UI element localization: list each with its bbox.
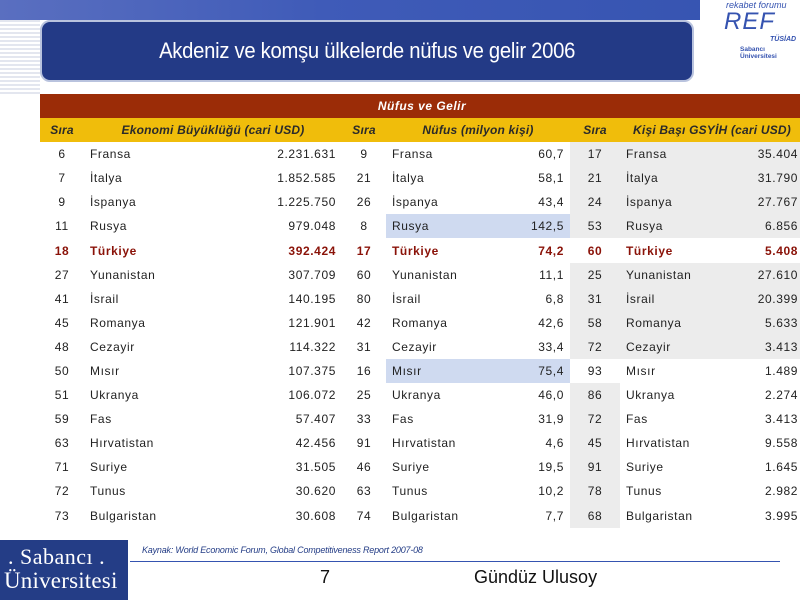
- per-capita-value-cell: 6.856: [710, 214, 800, 238]
- gdp-rank-cell: 50: [54, 363, 70, 378]
- gdp-value-cell: 31.505: [295, 460, 336, 475]
- gdp-value-cell: 1.852.585: [277, 171, 336, 186]
- title-box: [40, 20, 694, 82]
- per-capita-rank-cell: 91: [570, 455, 620, 479]
- population-rank-cell: 21: [356, 171, 372, 186]
- population-value-cell: 7,7: [545, 508, 564, 523]
- population-value-cell: 11,1: [539, 267, 564, 282]
- author-name: Gündüz Ulusoy: [474, 567, 598, 587]
- source-note: Kaynak: World Economic Forum, Global Competitiveness Report 2007-08: [142, 545, 423, 555]
- gdp-rank-cell: 7: [58, 171, 66, 186]
- population-value-cell: 6,8: [545, 291, 564, 306]
- per-capita-value-cell: 2.274: [765, 388, 799, 403]
- gdp-value-cell: 106.072: [288, 388, 336, 403]
- population-value-cell: 19,5: [538, 460, 564, 475]
- table-main-header-row: [40, 94, 800, 118]
- gdp-value-cell: 57.407: [295, 412, 336, 427]
- ref-logo-main-text: REF: [724, 8, 775, 35]
- gdp-rank-cell: 48: [54, 339, 70, 354]
- per-capita-rank-cell: 45: [570, 431, 620, 455]
- gdp-value-cell: 979.048: [288, 219, 336, 234]
- per-capita-country-cell: İsrail: [620, 287, 710, 311]
- per-capita-country-cell: Hırvatistan: [626, 436, 690, 451]
- population-country-cell: Romanya: [392, 315, 448, 330]
- column-header-rank-gdp: Sıra: [40, 118, 84, 142]
- per-capita-value-cell: 1.489: [765, 363, 799, 378]
- gdp-country-cell: Romanya: [90, 315, 146, 330]
- population-rank-cell: 31: [356, 339, 372, 354]
- population-value-cell: 58,1: [538, 171, 564, 186]
- per-capita-rank-cell: 72: [570, 335, 620, 359]
- table-row: [40, 407, 800, 431]
- per-capita-rank-cell: 31: [570, 287, 620, 311]
- population-rank-cell: 80: [356, 291, 372, 306]
- per-capita-rank-cell: 24: [570, 190, 620, 214]
- gdp-country-cell: Ukranya: [90, 388, 139, 403]
- population-value-cell: 75,4: [486, 359, 570, 383]
- table-row: [40, 335, 800, 359]
- gdp-rank-cell: 72: [54, 484, 70, 499]
- table-row: [40, 214, 800, 238]
- per-capita-value-cell: 5.408: [765, 243, 799, 258]
- gdp-rank-cell: 59: [54, 412, 70, 427]
- gdp-value-cell: 107.375: [288, 363, 336, 378]
- population-rank-cell: 60: [356, 267, 372, 282]
- gdp-country-cell: Yunanistan: [90, 267, 156, 282]
- column-header-population: Nüfus (milyon kişi): [386, 118, 570, 142]
- per-capita-value-cell: 3.995: [765, 508, 799, 523]
- column-header-per-capita: Kişi Başı GSYİH (cari USD): [620, 118, 800, 142]
- population-country-cell: Mısır: [386, 359, 486, 383]
- per-capita-rank-cell: 72: [570, 407, 620, 431]
- population-income-table: [40, 94, 800, 528]
- gdp-value-cell: 392.424: [288, 243, 336, 258]
- table-row: [40, 238, 800, 262]
- population-country-cell: Ukranya: [392, 388, 441, 403]
- population-country-cell: İspanya: [392, 195, 439, 210]
- per-capita-country-cell: Cezayir: [620, 335, 710, 359]
- per-capita-value-cell: 20.399: [710, 287, 800, 311]
- gdp-country-cell: Fas: [90, 412, 112, 427]
- table-main-header: Nüfus ve Gelir: [40, 94, 800, 118]
- decorative-stripes: [0, 20, 40, 94]
- population-rank-cell: 16: [356, 363, 372, 378]
- gdp-rank-cell: 18: [54, 243, 70, 258]
- population-value-cell: 74,2: [538, 243, 564, 258]
- slide-title: Akdeniz ve komşu ülkelerde nüfus ve gelir 2006: [159, 38, 575, 63]
- ref-logo-sub-text: TÜSİAD: [770, 36, 797, 43]
- page-number: 7: [320, 567, 331, 587]
- gdp-rank-cell: 9: [58, 195, 66, 210]
- table-row: [40, 311, 800, 335]
- gdp-country-cell: Bulgaristan: [90, 508, 157, 523]
- population-rank-cell: 46: [356, 460, 372, 475]
- gdp-rank-cell: 71: [54, 460, 70, 475]
- per-capita-rank-cell: 21: [570, 166, 620, 190]
- sabanci-university-logo: [0, 540, 128, 600]
- per-capita-rank-cell: 68: [570, 504, 620, 528]
- table-row: [40, 455, 800, 479]
- per-capita-value-cell: 2.982: [765, 484, 799, 499]
- population-country-cell: Hırvatistan: [392, 436, 456, 451]
- footer-divider: [130, 561, 780, 562]
- population-value-cell: 43,4: [538, 195, 564, 210]
- gdp-country-cell: İsrail: [90, 291, 119, 306]
- population-value-cell: 46,0: [538, 388, 564, 403]
- column-header-rank-per-capita: Sıra: [570, 118, 620, 142]
- gdp-rank-cell: 73: [54, 508, 70, 523]
- population-value-cell: 31,9: [538, 412, 564, 427]
- gdp-value-cell: 1.225.750: [277, 195, 336, 210]
- gdp-value-cell: 2.231.631: [277, 147, 336, 162]
- gdp-country-cell: Fransa: [90, 147, 131, 162]
- gdp-value-cell: 114.322: [289, 339, 336, 354]
- population-country-cell: İtalya: [392, 171, 425, 186]
- logo-line-2: Üniversitesi: [4, 568, 118, 593]
- table-row: [40, 142, 800, 166]
- per-capita-country-cell: Ukranya: [626, 388, 675, 403]
- gdp-value-cell: 121.901: [288, 315, 336, 330]
- per-capita-value-cell: 3.413: [710, 335, 800, 359]
- population-rank-cell: 42: [356, 315, 372, 330]
- per-capita-value-cell: 27.767: [710, 190, 800, 214]
- per-capita-value-cell: 35.404: [710, 142, 800, 166]
- gdp-rank-cell: 6: [58, 147, 66, 162]
- per-capita-rank-cell: 25: [570, 263, 620, 287]
- table-row: [40, 504, 800, 528]
- table-row: [40, 479, 800, 503]
- per-capita-country-cell: Romanya: [620, 311, 710, 335]
- per-capita-country-cell: Mısır: [626, 363, 656, 378]
- population-rank-cell: 33: [356, 412, 372, 427]
- per-capita-country-cell: Fransa: [620, 142, 710, 166]
- population-rank-cell: 26: [356, 195, 372, 210]
- table-row: [40, 383, 800, 407]
- table-row: [40, 431, 800, 455]
- gdp-country-cell: Hırvatistan: [90, 436, 154, 451]
- gdp-country-cell: Tunus: [90, 484, 126, 499]
- gdp-country-cell: Türkiye: [90, 243, 137, 258]
- gdp-value-cell: 42.456: [295, 436, 336, 451]
- per-capita-country-cell: Suriye: [626, 460, 664, 475]
- gdp-rank-cell: 63: [54, 436, 70, 451]
- table-body: [40, 94, 800, 528]
- population-country-cell: Türkiye: [392, 243, 439, 258]
- gdp-country-cell: Mısır: [90, 363, 120, 378]
- gdp-country-cell: İspanya: [90, 195, 137, 210]
- population-rank-cell: 25: [356, 388, 372, 403]
- per-capita-rank-cell: 93: [587, 363, 603, 378]
- population-rank-cell: 63: [356, 484, 372, 499]
- gdp-country-cell: Cezayir: [90, 339, 135, 354]
- population-country-cell: Cezayir: [392, 339, 437, 354]
- per-capita-value-cell: 1.645: [765, 460, 799, 475]
- per-capita-country-cell: İtalya: [620, 166, 710, 190]
- per-capita-value-cell: 9.558: [765, 436, 799, 451]
- population-value-cell: 33,4: [538, 339, 564, 354]
- table-row: [40, 166, 800, 190]
- gdp-rank-cell: 41: [54, 291, 70, 306]
- gdp-value-cell: 30.620: [295, 484, 336, 499]
- population-country-cell: Tunus: [392, 484, 428, 499]
- per-capita-value-cell: 27.610: [710, 263, 800, 287]
- population-value-cell: 42,6: [538, 315, 564, 330]
- gdp-rank-cell: 45: [54, 315, 70, 330]
- per-capita-country-cell: Bulgaristan: [626, 508, 693, 523]
- column-header-gdp: Ekonomi Büyüklüğü (cari USD): [84, 118, 342, 142]
- per-capita-country-cell: Tunus: [626, 484, 662, 499]
- gdp-value-cell: 307.709: [288, 267, 336, 282]
- gdp-value-cell: 140.195: [288, 291, 336, 306]
- per-capita-rank-cell: 60: [587, 243, 603, 258]
- logo-line-1: . Sabancı .: [8, 544, 106, 569]
- table-row: [40, 263, 800, 287]
- population-value-cell: 60,7: [538, 147, 564, 162]
- gdp-country-cell: Suriye: [90, 460, 128, 475]
- gdp-value-cell: 30.608: [295, 508, 336, 523]
- table-row: [40, 190, 800, 214]
- per-capita-rank-cell: 53: [570, 214, 620, 238]
- per-capita-rank-cell: 78: [570, 479, 620, 503]
- population-value-cell: 4,6: [545, 436, 564, 451]
- per-capita-rank-cell: 17: [570, 142, 620, 166]
- per-capita-country-cell: Yunanistan: [620, 263, 710, 287]
- per-capita-value-cell: 31.790: [710, 166, 800, 190]
- ref-logo-bottom-text: Sabancı Üniversitesi: [740, 46, 777, 60]
- per-capita-country-cell: Rusya: [620, 214, 710, 238]
- population-rank-cell: 8: [360, 219, 368, 234]
- column-header-rank-population: Sıra: [342, 118, 386, 142]
- gdp-rank-cell: 27: [54, 267, 70, 282]
- population-rank-cell: 74: [356, 508, 372, 523]
- per-capita-country-cell: Türkiye: [626, 243, 673, 258]
- per-capita-value-cell: 3.413: [765, 412, 799, 427]
- gdp-rank-cell: 11: [55, 219, 69, 234]
- population-country-cell: İsrail: [392, 291, 421, 306]
- population-country-cell: Rusya: [386, 214, 486, 238]
- population-country-cell: Bulgaristan: [392, 508, 459, 523]
- table-row: [40, 359, 800, 383]
- population-value-cell: 142,5: [486, 214, 570, 238]
- population-value-cell: 10,2: [538, 484, 564, 499]
- ref-logo: [712, 0, 800, 58]
- per-capita-country-cell: İspanya: [620, 190, 710, 214]
- population-rank-cell: 9: [360, 147, 368, 162]
- gdp-country-cell: İtalya: [90, 171, 123, 186]
- table-column-header-row: [40, 118, 800, 142]
- per-capita-country-cell: Fas: [626, 412, 648, 427]
- per-capita-rank-cell: 86: [570, 383, 620, 407]
- gdp-rank-cell: 51: [54, 388, 70, 403]
- population-country-cell: Fas: [392, 412, 414, 427]
- population-country-cell: Yunanistan: [392, 267, 458, 282]
- population-rank-cell: 17: [356, 243, 372, 258]
- top-banner: [0, 0, 800, 20]
- population-country-cell: Fransa: [392, 147, 433, 162]
- table-row: [40, 287, 800, 311]
- per-capita-rank-cell: 58: [570, 311, 620, 335]
- gdp-country-cell: Rusya: [90, 219, 128, 234]
- ref-logo-top-text: rekabet forumu: [726, 0, 787, 10]
- population-country-cell: Suriye: [392, 460, 430, 475]
- per-capita-value-cell: 5.633: [710, 311, 800, 335]
- population-rank-cell: 91: [356, 436, 372, 451]
